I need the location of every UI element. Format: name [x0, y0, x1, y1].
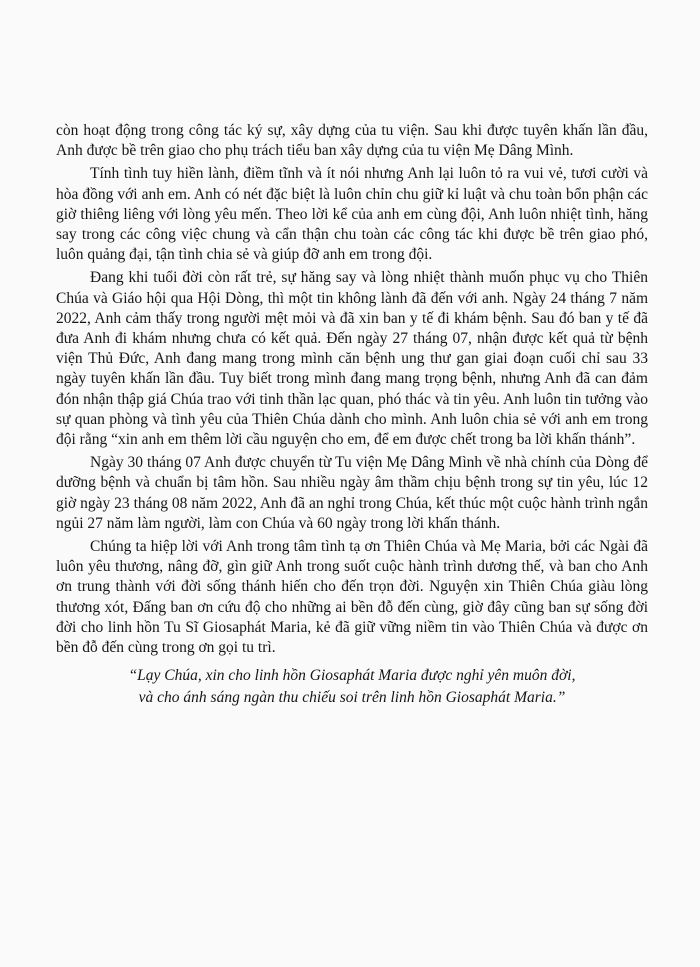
document-body — [56, 121, 648, 708]
closing-prayer — [56, 665, 648, 708]
paragraph-thanksgiving: Chúng ta hiệp lời với Anh trong tâm tình tạ ơn Thiên Chúa và Mẹ Maria, bởi các Ngài đã luôn yêu thương, nâng đỡ, gìn giữ Anh trong suốt cuộc hành trình dương thế, và ban cho Anh ơn trung thành với đời sống thánh hiến cho đến trọn đời. Nguyện xin Thiên Chúa giàu lòng thương xót, Đấng ban ơn cứu độ cho những ai bền đỗ đến cùng, giờ đây cũng ban sự sống đời đời cho linh hồn Tu Sĩ Giosaphát Maria, kẻ đã giữ vững niềm tin vào Thiên Chúa và được ơn bền đỗ đến cùng trong ơn gọi tu trì. — [56, 538, 648, 657]
paragraph-passing: Ngày 30 tháng 07 Anh được chuyển từ Tu viện Mẹ Dâng Mình về nhà chính của Dòng để dưỡng bệnh và chuẩn bị tâm hồn. Sau nhiều ngày âm thầm chịu bệnh trong sự tin yêu, lúc 12 giờ ngày 23 tháng 08 năm 2022, Anh đã an nghỉ trong Chúa, kết thúc một cuộc hành trình ngắn ngủi 27 năm làm người, làm con Chúa và 60 ngày trong lời khấn thánh. — [56, 454, 648, 532]
paragraph-character: Tính tình tuy hiền lành, điềm tĩnh và ít nói nhưng Anh lại luôn tỏ ra vui vẻ, tươi cười và hòa đồng với anh em. Anh có nét đặc biệt là luôn chỉn chu giữ kỉ luật và chu toàn bổn phận các giờ thiêng liêng với lòng yêu mến. Theo lời kể của anh em cùng đội, Anh luôn nhiệt tình, hăng say trong các công việc chung và cẩn thận chu toàn các công tác khi được bề trên giao phó, luôn quảng đại, tận tình chia sẻ và giúp đỡ anh em trong đội. — [56, 165, 648, 264]
closing-prayer-line-1: “Lạy Chúa, xin cho linh hồn Giosaphát Maria được nghỉ yên muôn đời, — [128, 667, 576, 685]
paragraph-illness: Đang khi tuổi đời còn rất trẻ, sự hăng say và lòng nhiệt thành muốn phục vụ cho Thiên Chúa và Giáo hội qua Hội Dòng, thì một tin không lành đã đến với anh. Ngày 24 tháng 7 năm 2022, Anh cảm thấy trong người mệt mỏi và đã xin ban y tế đi khám bệnh. Sau đó ban y tế đã đưa Anh đi khám nhưng chưa có kết quả. Đến ngày 27 tháng 07, nhận được kết quả từ bệnh viện Thủ Đức, Anh đang mang trong mình căn bệnh ung thư gan giai đoạn cuối chỉ sau 33 ngày tuyên khấn lần đầu. Tuy biết trong mình đang mang trọng bệnh, nhưng Anh đã can đảm đón nhận thập giá Chúa trao với tinh thần lạc quan, phó thác và tin yêu. Anh luôn tin tưởng vào sự quan phòng và tình yêu của Thiên Chúa dành cho mình. Anh luôn chia sẻ với anh em trong đội rằng “xin anh em thêm lời cầu nguyện cho em, để em được chết trong ba lời khấn thánh”. — [56, 269, 648, 449]
paragraph-continuation: còn hoạt động trong công tác ký sự, xây dựng của tu viện. Sau khi được tuyên khấn lần đầu, Anh được bề trên giao cho phụ trách tiểu ban xây dựng của tu viện Mẹ Dâng Mình. — [56, 122, 648, 160]
closing-prayer-line-2: và cho ánh sáng ngàn thu chiếu soi trên linh hồn Giosaphát Maria.” — [138, 688, 566, 706]
